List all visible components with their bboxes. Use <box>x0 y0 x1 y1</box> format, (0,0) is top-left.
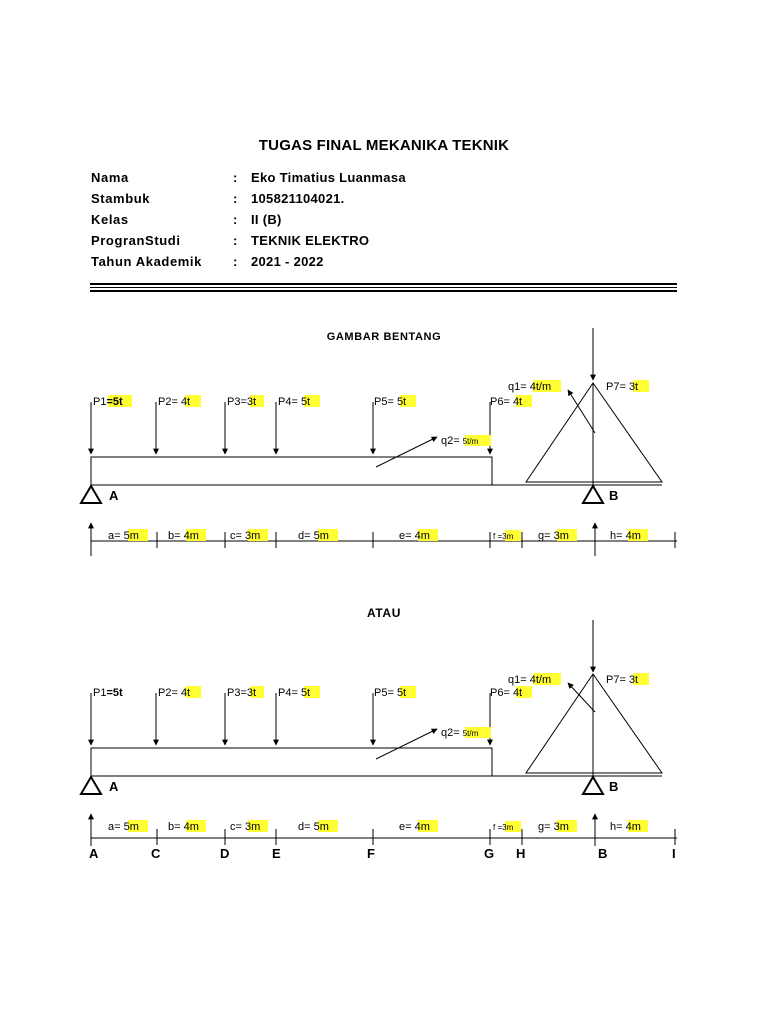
point-label-a: A <box>89 846 99 861</box>
info-colon: : <box>233 170 238 185</box>
q1-arrow <box>568 683 595 712</box>
q2-arrow <box>376 437 437 467</box>
beam-body <box>91 748 492 776</box>
diagram-1 <box>81 328 677 556</box>
dim-label-e: e= 4m <box>399 821 430 833</box>
load-label-p6: P6= 4t <box>490 396 523 408</box>
info-colon: : <box>233 191 238 206</box>
load-labels <box>93 673 649 739</box>
load-label-p3: P3=3t <box>227 396 257 408</box>
info-colon: : <box>233 233 238 248</box>
point-label-i: I <box>672 846 676 861</box>
beam-body <box>91 457 492 485</box>
support-a-triangle <box>81 777 101 794</box>
load-label-p7: P7= 3t <box>606 674 639 686</box>
info-colon: : <box>233 212 238 227</box>
support-a-label: A <box>109 488 119 503</box>
dim-label-g: g= 3m <box>538 821 569 833</box>
diagram-2 <box>81 620 677 861</box>
dim-label-c: c= 3m <box>230 530 261 542</box>
point-label-c: C <box>151 846 161 861</box>
info-colon: : <box>233 254 238 269</box>
diagram-2-title: ATAU <box>367 606 401 620</box>
info-label: Tahun Akademik <box>91 254 202 269</box>
dim-label-d: d= 5m <box>298 530 329 542</box>
point-label-f: F <box>367 846 375 861</box>
point-labels <box>89 846 676 861</box>
dim-label-f: f =3m <box>493 532 514 541</box>
point-label-g: G <box>484 846 495 861</box>
support-b-label: B <box>609 779 619 794</box>
support-b-triangle <box>583 777 603 794</box>
info-value: 2021 - 2022 <box>251 254 324 269</box>
load-labels <box>93 380 649 447</box>
point-label-b: B <box>598 846 608 861</box>
q2-arrow <box>376 729 437 759</box>
triangle-frame <box>526 383 662 482</box>
point-label-e: E <box>272 846 281 861</box>
load-label-p4: P4= 5t <box>278 687 311 699</box>
load-label-p7: P7= 3t <box>606 381 639 393</box>
diagram-1-title: GAMBAR BENTANG <box>326 331 442 343</box>
support-a-label: A <box>109 779 119 794</box>
dim-label-h: h= 4m <box>610 821 641 833</box>
load-label-p5: P5= 5t <box>374 396 407 408</box>
q1-arrow <box>568 390 595 433</box>
info-label: Nama <box>91 170 129 185</box>
support-a-triangle <box>81 486 101 503</box>
load-label-p2: P2= 4t <box>158 396 191 408</box>
dim-label-f: f =3m <box>493 823 514 832</box>
load-label-p3: P3=3t <box>227 687 257 699</box>
dim-label-b: b= 4m <box>168 530 199 542</box>
dim-label-g: g= 3m <box>538 530 569 542</box>
info-value: TEKNIK ELEKTRO <box>251 233 370 248</box>
load-label-p4: P4= 5t <box>278 396 311 408</box>
point-label-d: D <box>220 846 230 861</box>
dim-label-a: a= 5m <box>108 530 139 542</box>
info-value: Eko Timatius Luanmasa <box>251 170 406 185</box>
dim-label-a: a= 5m <box>108 821 139 833</box>
info-value: 105821104021. <box>251 191 345 206</box>
load-label-p1: P1=5t <box>93 687 123 699</box>
dimension-labels <box>108 529 648 542</box>
dim-label-c: c= 3m <box>230 821 261 833</box>
load-label-q2: q2= 5t/m <box>441 727 479 739</box>
load-label-p6: P6= 4t <box>490 687 523 699</box>
point-label-h: H <box>516 846 526 861</box>
load-label-p5: P5= 5t <box>374 687 407 699</box>
dim-label-b: b= 4m <box>168 821 199 833</box>
info-label: Kelas <box>91 212 129 227</box>
support-b-triangle <box>583 486 603 503</box>
dim-label-d: d= 5m <box>298 821 329 833</box>
dim-label-e: e= 4m <box>399 530 430 542</box>
dim-label-h: h= 4m <box>610 530 641 542</box>
info-value: II (B) <box>251 212 282 227</box>
load-label-p2: P2= 4t <box>158 687 191 699</box>
load-label-p1-front: P1=5t <box>93 396 123 408</box>
dimension-labels <box>108 820 648 833</box>
load-label-q2: q2= 5t/m <box>441 435 479 447</box>
load-label-q1: q1= 4t/m <box>508 674 552 686</box>
info-label: Stambuk <box>91 191 151 206</box>
load-label-q1: q1= 4t/m <box>508 381 552 393</box>
triangle-frame <box>526 674 662 773</box>
info-label: ProgranStudi <box>91 233 181 248</box>
support-b-label: B <box>609 488 619 503</box>
document-title: TUGAS FINAL MEKANIKA TEKNIK <box>258 137 510 154</box>
